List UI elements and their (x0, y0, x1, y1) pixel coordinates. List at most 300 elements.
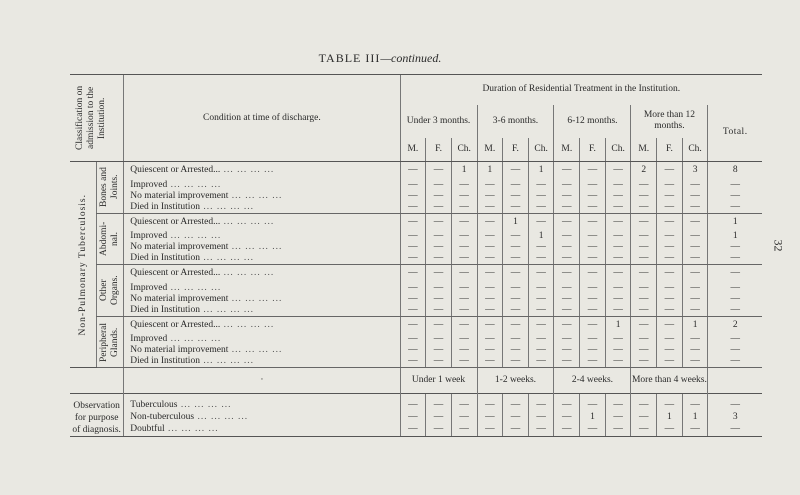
value-cell: 1 (477, 162, 503, 180)
leader-dots: ... ... ... ... (199, 201, 254, 212)
value-cell: — (503, 294, 529, 305)
value-cell: — (605, 202, 631, 214)
table-row (70, 253, 762, 265)
value-cell: — (554, 162, 580, 180)
value-cell: 1 (708, 213, 762, 231)
value-cell: — (477, 253, 503, 265)
leader-dots: ... ... ... ... (194, 411, 249, 422)
value-cell: — (708, 265, 762, 283)
value-cell: — (657, 253, 683, 265)
value-cell: 1 (503, 213, 529, 231)
value-cell: — (554, 411, 580, 423)
value-cell: — (657, 283, 683, 294)
row-label-text: Quiescent or Arrested... (130, 268, 221, 279)
leader-dots: ... ... ... ... (228, 293, 283, 304)
subgroup-label: Peripheral Glands. (97, 316, 124, 368)
value-cell: — (451, 202, 477, 214)
value-cell: — (580, 213, 606, 231)
value-cell: — (503, 242, 529, 253)
value-cell: — (605, 180, 631, 191)
period-header-3: More than 12 months. (631, 105, 708, 138)
value-cell: — (605, 162, 631, 180)
value-cell: 1 (682, 411, 708, 423)
row-label (124, 265, 400, 283)
value-cell: — (528, 180, 554, 191)
value-cell: — (682, 253, 708, 265)
value-cell: 1 (708, 231, 762, 242)
row-label (124, 231, 400, 242)
value-cell: — (682, 400, 708, 412)
observation-period-3: More than 4 weeks. (631, 368, 708, 394)
period-header-1: 3-6 months. (477, 105, 554, 138)
value-cell: — (631, 411, 657, 423)
leader-dots: ... ... ... ... (220, 319, 275, 330)
sub-header: F. (503, 138, 529, 162)
value-cell: — (631, 334, 657, 345)
row-label-text: No material improvement (130, 293, 229, 304)
value-cell: — (503, 400, 529, 412)
value-cell: — (605, 411, 631, 423)
leader-dots: ... ... ... ... (167, 282, 222, 293)
row-label (124, 283, 400, 294)
row-label-text: No material improvement (130, 345, 229, 355)
table-row (70, 191, 762, 202)
table-row (70, 202, 762, 214)
value-cell: — (400, 294, 426, 305)
value-cell: — (503, 423, 529, 436)
value-cell: — (503, 334, 529, 345)
value-cell: — (580, 334, 606, 345)
row-label-text: Died in Institution (130, 201, 200, 212)
sub-header: F. (657, 138, 683, 162)
value-cell: — (426, 265, 452, 283)
row-label (124, 191, 400, 202)
value-cell: — (605, 334, 631, 345)
table-row (70, 345, 762, 356)
value-cell: — (400, 411, 426, 423)
value-cell: — (426, 411, 452, 423)
value-cell: — (451, 294, 477, 305)
value-cell: — (400, 231, 426, 242)
value-cell: — (605, 242, 631, 253)
value-cell: — (631, 283, 657, 294)
value-cell: — (708, 345, 762, 356)
value-cell: — (657, 180, 683, 191)
row-label (124, 180, 400, 191)
row-label-text: Quiescent or Arrested... (130, 216, 221, 227)
sub-header: Ch. (451, 138, 477, 162)
value-cell: — (451, 253, 477, 265)
title-text: TABLE III (318, 51, 381, 65)
table-row (70, 400, 762, 412)
value-cell: — (528, 411, 554, 423)
value-cell: — (528, 423, 554, 436)
value-cell: 2 (631, 162, 657, 180)
value-cell: — (400, 180, 426, 191)
value-cell: — (400, 265, 426, 283)
value-cell: — (426, 294, 452, 305)
value-cell: — (400, 253, 426, 265)
value-cell: — (400, 305, 426, 317)
value-cell: — (657, 213, 683, 231)
value-cell: — (528, 253, 554, 265)
value-cell: — (682, 213, 708, 231)
value-cell: — (426, 253, 452, 265)
row-label-text: Improved (130, 334, 168, 344)
value-cell: — (503, 316, 529, 334)
value-cell: — (580, 345, 606, 356)
value-cell: — (400, 202, 426, 214)
value-cell: — (451, 305, 477, 317)
value-cell: — (400, 316, 426, 334)
value-cell: 1 (451, 162, 477, 180)
value-cell: — (477, 265, 503, 283)
value-cell: — (503, 356, 529, 368)
value-cell: — (426, 231, 452, 242)
leader-dots: ... ... ... ... (199, 253, 254, 263)
value-cell: — (451, 180, 477, 191)
value-cell: — (682, 202, 708, 214)
value-cell: — (708, 334, 762, 345)
value-cell: — (605, 305, 631, 317)
value-cell: — (451, 191, 477, 202)
leader-dots: ... ... ... ... (167, 179, 222, 190)
value-cell: — (426, 191, 452, 202)
value-cell: 1 (605, 316, 631, 334)
value-cell: — (503, 265, 529, 283)
value-cell: 8 (708, 162, 762, 180)
value-cell: — (528, 294, 554, 305)
value-cell: — (451, 400, 477, 412)
value-cell: — (682, 231, 708, 242)
row-label-text: Improved (130, 179, 168, 190)
value-cell: — (528, 283, 554, 294)
value-cell: — (554, 265, 580, 283)
sub-header: M. (400, 138, 426, 162)
value-cell: — (657, 191, 683, 202)
row-label-text: No material improvement (130, 190, 229, 201)
value-cell: — (631, 213, 657, 231)
value-cell: — (580, 162, 606, 180)
value-cell: — (451, 334, 477, 345)
value-cell: — (477, 316, 503, 334)
value-cell: — (605, 400, 631, 412)
value-cell: — (451, 283, 477, 294)
value-cell: — (682, 356, 708, 368)
value-cell: — (426, 213, 452, 231)
value-cell: — (657, 265, 683, 283)
row-label (124, 305, 400, 317)
observation-period-2: 2-4 weeks. (554, 368, 631, 394)
leader-dots: ... ... ... ... (167, 231, 222, 241)
row-label-text: Died in Institution (130, 304, 200, 315)
value-cell: — (451, 265, 477, 283)
row-label-text: Non-tuberculous (130, 411, 195, 422)
value-cell: — (477, 345, 503, 356)
value-cell: — (708, 253, 762, 265)
value-cell: — (477, 411, 503, 423)
value-cell: — (426, 283, 452, 294)
value-cell: — (426, 180, 452, 191)
value-cell: — (528, 202, 554, 214)
value-cell: — (554, 423, 580, 436)
value-cell: — (580, 180, 606, 191)
value-cell: — (605, 213, 631, 231)
value-cell: — (477, 334, 503, 345)
value-cell: — (708, 400, 762, 412)
value-cell: — (451, 213, 477, 231)
value-cell: — (657, 242, 683, 253)
table-row (70, 305, 762, 317)
observation-dot: · (124, 368, 400, 394)
row-label-text: Tuberculous (130, 399, 178, 410)
leader-dots: ... ... ... ... (199, 304, 254, 315)
value-cell: 1 (682, 316, 708, 334)
value-cell: — (554, 202, 580, 214)
sub-header: M. (631, 138, 657, 162)
value-cell: — (503, 180, 529, 191)
table-row (70, 316, 762, 334)
row-label (124, 316, 400, 334)
leader-dots: ... ... ... ... (177, 399, 232, 410)
value-cell: — (451, 423, 477, 436)
value-cell: — (657, 162, 683, 180)
value-cell: — (503, 202, 529, 214)
value-cell: — (682, 305, 708, 317)
table-row (70, 294, 762, 305)
value-cell: — (631, 265, 657, 283)
value-cell: — (477, 180, 503, 191)
value-cell: — (400, 283, 426, 294)
value-cell: — (528, 305, 554, 317)
value-cell: — (682, 265, 708, 283)
value-cell: — (554, 191, 580, 202)
leader-dots: ... ... ... ... (228, 190, 283, 201)
value-cell: — (554, 283, 580, 294)
value-cell: — (605, 345, 631, 356)
value-cell: — (503, 305, 529, 317)
value-cell: — (631, 316, 657, 334)
value-cell: — (400, 423, 426, 436)
value-cell: 1 (528, 162, 554, 180)
value-cell: — (580, 294, 606, 305)
leader-dots: ... ... ... ... (228, 345, 283, 355)
value-cell: — (580, 191, 606, 202)
value-cell: — (708, 294, 762, 305)
sub-header: Ch. (528, 138, 554, 162)
value-cell: — (657, 231, 683, 242)
value-cell: — (657, 356, 683, 368)
value-cell: — (554, 345, 580, 356)
row-label-text: No material improvement (130, 242, 229, 252)
value-cell: — (682, 191, 708, 202)
sub-header: Ch. (605, 138, 631, 162)
table-title (0, 51, 760, 66)
value-cell: — (657, 294, 683, 305)
value-cell: — (477, 202, 503, 214)
observation-period-1: 1-2 weeks. (477, 368, 554, 394)
value-cell: — (631, 294, 657, 305)
value-cell: — (554, 253, 580, 265)
period-header-2: 6-12 months. (554, 105, 631, 138)
value-cell: — (554, 316, 580, 334)
table-row (70, 162, 762, 180)
total-header: Total. (708, 105, 762, 162)
value-cell: — (631, 202, 657, 214)
leader-dots: ... ... ... ... (199, 356, 254, 366)
row-label (124, 356, 400, 368)
value-cell: — (682, 334, 708, 345)
table-row (70, 283, 762, 294)
value-cell: — (554, 242, 580, 253)
table-row (70, 411, 762, 423)
leader-dots: ... ... ... ... (228, 242, 283, 252)
value-cell: — (477, 294, 503, 305)
classification-header: Classification on admission to the Institution. (70, 75, 124, 162)
value-cell: — (554, 231, 580, 242)
value-cell: — (477, 356, 503, 368)
value-cell: — (426, 334, 452, 345)
value-cell: — (580, 253, 606, 265)
value-cell: — (400, 334, 426, 345)
value-cell: — (657, 400, 683, 412)
leader-dots: ... ... ... ... (220, 268, 275, 279)
row-label (124, 213, 400, 231)
value-cell: — (631, 180, 657, 191)
value-cell: — (426, 345, 452, 356)
value-cell: — (580, 423, 606, 436)
value-cell: — (554, 294, 580, 305)
value-cell: — (657, 316, 683, 334)
value-cell: — (451, 242, 477, 253)
value-cell: — (708, 191, 762, 202)
subgroup-label: Bones and Joints. (97, 162, 124, 214)
row-label (124, 345, 400, 356)
value-cell: — (528, 191, 554, 202)
subgroup-label: Abdomi- nal. (97, 213, 124, 265)
row-label-text: Improved (130, 282, 168, 293)
table-row (70, 334, 762, 345)
value-cell: — (580, 242, 606, 253)
row-label (124, 400, 400, 412)
row-label-text: Quiescent or Arrested... (130, 165, 221, 176)
value-cell: — (580, 202, 606, 214)
value-cell: — (503, 162, 529, 180)
value-cell: — (503, 283, 529, 294)
value-cell: — (528, 213, 554, 231)
value-cell: — (605, 191, 631, 202)
value-cell: — (477, 242, 503, 253)
value-cell: — (657, 334, 683, 345)
condition-header: Condition at time of discharge. (124, 75, 400, 162)
value-cell: — (682, 294, 708, 305)
row-label (124, 411, 400, 423)
value-cell: — (682, 180, 708, 191)
value-cell: — (400, 356, 426, 368)
value-cell: — (426, 400, 452, 412)
value-cell: — (554, 180, 580, 191)
value-cell: — (451, 231, 477, 242)
page-number: 32 (771, 239, 786, 252)
row-label (124, 423, 400, 436)
value-cell: — (631, 423, 657, 436)
value-cell: 3 (708, 411, 762, 423)
table-row (70, 180, 762, 191)
value-cell: — (426, 202, 452, 214)
value-cell: — (451, 316, 477, 334)
value-cell: — (708, 356, 762, 368)
value-cell: — (528, 334, 554, 345)
value-cell: — (580, 305, 606, 317)
table-row (70, 213, 762, 231)
value-cell: — (605, 231, 631, 242)
value-cell: — (503, 253, 529, 265)
value-cell: — (605, 265, 631, 283)
value-cell: — (580, 231, 606, 242)
value-cell: — (657, 305, 683, 317)
row-label-text: Improved (130, 231, 168, 241)
value-cell: — (631, 356, 657, 368)
leader-dots: ... ... ... ... (220, 216, 275, 227)
value-cell: — (426, 356, 452, 368)
value-cell: — (554, 400, 580, 412)
row-label-text: Died in Institution (130, 356, 200, 366)
value-cell: — (605, 283, 631, 294)
sub-header: M. (477, 138, 503, 162)
observation-period-0: Under 1 week (400, 368, 477, 394)
title-continued: —continued. (380, 51, 442, 65)
sub-header: Ch. (682, 138, 708, 162)
value-cell: — (400, 213, 426, 231)
table-row (70, 356, 762, 368)
value-cell: — (631, 345, 657, 356)
observation-header-row (70, 368, 762, 394)
value-cell: — (631, 231, 657, 242)
value-cell: — (682, 283, 708, 294)
value-cell: — (708, 305, 762, 317)
value-cell: — (503, 345, 529, 356)
value-cell: — (477, 305, 503, 317)
value-cell: — (554, 356, 580, 368)
value-cell: — (400, 400, 426, 412)
leader-dots: ... ... ... ... (167, 334, 222, 344)
value-cell: — (503, 411, 529, 423)
value-cell: — (400, 191, 426, 202)
value-cell: — (426, 423, 452, 436)
value-cell: — (631, 253, 657, 265)
value-cell: — (426, 316, 452, 334)
sub-header: M. (554, 138, 580, 162)
value-cell: — (631, 400, 657, 412)
value-cell: — (554, 213, 580, 231)
sub-header: F. (426, 138, 452, 162)
value-cell: — (477, 231, 503, 242)
value-cell: — (400, 162, 426, 180)
value-cell: — (477, 423, 503, 436)
value-cell: — (503, 191, 529, 202)
value-cell: 1 (528, 231, 554, 242)
value-cell: — (708, 180, 762, 191)
leader-dots: ... ... ... ... (164, 423, 219, 434)
value-cell: 3 (682, 162, 708, 180)
table-row (70, 231, 762, 242)
value-cell: — (605, 423, 631, 436)
period-header-0: Under 3 months. (400, 105, 477, 138)
value-cell: — (605, 253, 631, 265)
value-cell: — (631, 305, 657, 317)
value-cell: — (554, 334, 580, 345)
value-cell: 1 (657, 411, 683, 423)
